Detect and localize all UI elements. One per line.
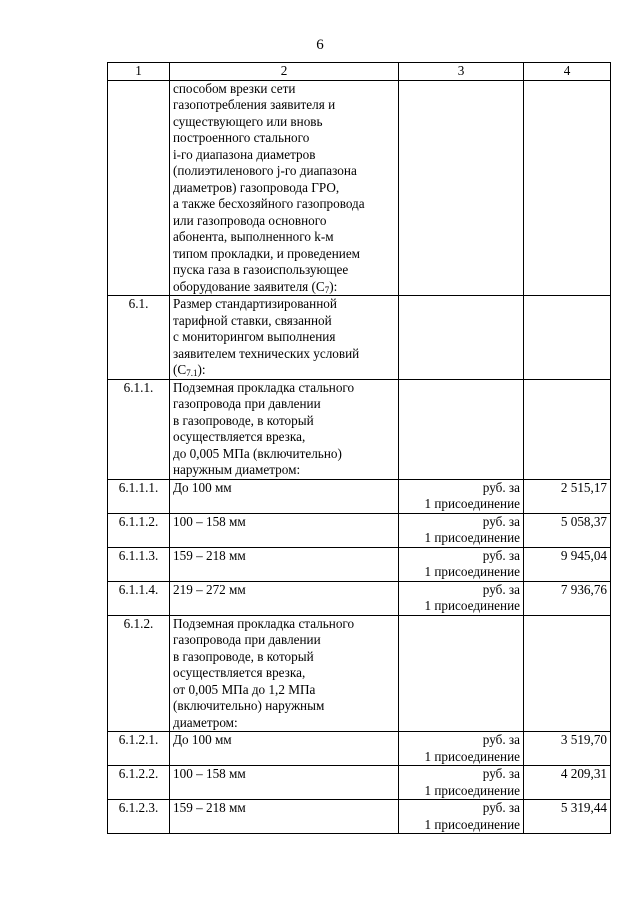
description-line: тарифной ставки, связанной bbox=[173, 312, 332, 328]
row-price bbox=[524, 615, 611, 732]
row-price: 2 515,17 bbox=[524, 479, 611, 513]
table-row bbox=[108, 379, 611, 479]
description-line: осуществляется врезка, bbox=[173, 429, 306, 444]
row-description bbox=[170, 80, 399, 296]
description-line: диаметром: bbox=[173, 714, 238, 730]
description-line: абонента, выполненного k-м bbox=[173, 229, 334, 244]
row-description bbox=[170, 479, 399, 513]
description-line: существующего или вновь bbox=[173, 113, 323, 129]
row-price bbox=[524, 296, 611, 380]
description-line: (включительно) наружным bbox=[173, 698, 325, 713]
unit-line: 1 присоединение bbox=[424, 782, 520, 798]
row-description bbox=[170, 547, 399, 581]
description-line: построенного стального bbox=[173, 130, 310, 145]
row-number: 6.1.1.3. bbox=[108, 547, 170, 581]
row-description bbox=[170, 800, 399, 834]
row-price: 9 945,04 bbox=[524, 547, 611, 581]
description-line bbox=[173, 279, 395, 296]
description-text: (C bbox=[173, 362, 187, 377]
description-line: До 100 мм bbox=[173, 479, 232, 495]
description-line: газопотребления заявителя и bbox=[173, 97, 336, 112]
description-line: (полиэтиленового j-го диапазона bbox=[173, 163, 357, 178]
row-price: 5 058,37 bbox=[524, 513, 611, 547]
row-unit bbox=[399, 615, 524, 732]
unit-line: 1 присоединение bbox=[424, 816, 520, 832]
row-unit bbox=[399, 766, 524, 800]
column-header: 4 bbox=[524, 63, 611, 81]
row-description bbox=[170, 766, 399, 800]
unit-line: руб. за bbox=[482, 732, 520, 747]
page-number: 6 bbox=[316, 37, 324, 53]
column-header: 2 bbox=[170, 63, 399, 81]
description-line: i-го диапазона диаметров bbox=[173, 146, 316, 162]
description-line bbox=[173, 362, 395, 379]
description-line: в газопроводе, в который bbox=[173, 648, 314, 664]
row-price: 4 209,31 bbox=[524, 766, 611, 800]
description-line: пуска газа в газоиспользующее bbox=[173, 262, 349, 277]
unit-line: руб. за bbox=[482, 581, 520, 597]
row-unit bbox=[399, 547, 524, 581]
column-header: 3 bbox=[399, 63, 524, 81]
row-unit bbox=[399, 479, 524, 513]
unit-line: 1 присоединение bbox=[424, 564, 520, 579]
row-description bbox=[170, 513, 399, 547]
description-line: а также бесхозяйного газопровода bbox=[173, 196, 365, 211]
description-line: в газопроводе, в который bbox=[173, 412, 314, 428]
row-description bbox=[170, 581, 399, 615]
unit-line: 1 присоединение bbox=[424, 598, 520, 613]
description-line: Подземная прокладка стального bbox=[173, 615, 355, 631]
description-line: типом прокладки, и проведением bbox=[173, 245, 361, 261]
rate-subscript: 7.1 bbox=[186, 368, 198, 378]
row-number: 6.1.2.2. bbox=[108, 766, 170, 800]
description-tail: ): bbox=[197, 362, 206, 377]
unit-line: руб. за bbox=[482, 513, 520, 529]
table-row bbox=[108, 547, 611, 581]
unit-line: руб. за bbox=[482, 800, 520, 815]
description-text: оборудование заявителя (C bbox=[173, 278, 325, 294]
column-header: 1 bbox=[108, 63, 170, 81]
description-line: Размер стандартизированной bbox=[173, 296, 337, 311]
row-number: 6.1.1.1. bbox=[108, 479, 170, 513]
row-description bbox=[170, 379, 399, 479]
description-line: 219 – 272 мм bbox=[173, 581, 246, 597]
description-line: от 0,005 МПа до 1,2 МПа bbox=[173, 681, 316, 697]
description-line: газопровода при давлении bbox=[173, 632, 321, 647]
description-tail: ): bbox=[329, 278, 338, 294]
row-number bbox=[108, 80, 170, 296]
description-line: до 0,005 МПа (включительно) bbox=[173, 445, 342, 461]
table-row bbox=[108, 766, 611, 800]
description-line: с мониторингом выполнения bbox=[173, 329, 336, 344]
row-description bbox=[170, 732, 399, 766]
row-number: 6.1.1.4. bbox=[108, 581, 170, 615]
rate-subscript: 7 bbox=[324, 284, 330, 295]
description-line: осуществляется врезка, bbox=[173, 665, 306, 680]
description-line: 159 – 218 мм bbox=[173, 800, 246, 815]
row-number: 6.1.2.3. bbox=[108, 800, 170, 834]
description-line: или газопровода основного bbox=[173, 212, 327, 228]
table-row bbox=[108, 513, 611, 547]
row-description bbox=[170, 296, 399, 380]
row-number: 6.1.2.1. bbox=[108, 732, 170, 766]
table-row bbox=[108, 732, 611, 766]
description-line: наружным диаметром: bbox=[173, 462, 301, 477]
row-unit bbox=[399, 80, 524, 296]
description-line: 159 – 218 мм bbox=[173, 547, 246, 563]
row-unit bbox=[399, 379, 524, 479]
unit-line: руб. за bbox=[482, 547, 520, 563]
row-price bbox=[524, 80, 611, 296]
row-description bbox=[170, 615, 399, 732]
row-number: 6.1.1. bbox=[108, 379, 170, 479]
tariff-table-body bbox=[108, 63, 611, 834]
table-row bbox=[108, 296, 611, 380]
table-row bbox=[108, 581, 611, 615]
row-number: 6.1.1.2. bbox=[108, 513, 170, 547]
row-price bbox=[524, 379, 611, 479]
unit-line: руб. за bbox=[482, 479, 520, 495]
row-unit bbox=[399, 296, 524, 380]
unit-line: 1 присоединение bbox=[424, 748, 520, 764]
description-line: Подземная прокладка стального bbox=[173, 379, 355, 395]
table-row bbox=[108, 80, 611, 296]
row-unit bbox=[399, 800, 524, 834]
description-line: 100 – 158 мм bbox=[173, 513, 246, 529]
table-row bbox=[108, 800, 611, 834]
unit-line: руб. за bbox=[482, 766, 520, 781]
unit-line: 1 присоединение bbox=[424, 530, 520, 545]
row-number: 6.1.2. bbox=[108, 615, 170, 732]
unit-line: 1 присоединение bbox=[424, 496, 520, 511]
row-unit bbox=[399, 513, 524, 547]
row-unit bbox=[399, 581, 524, 615]
tariff-table bbox=[107, 62, 611, 834]
description-line: способом врезки сети bbox=[173, 80, 296, 96]
description-line: заявителем технических условий bbox=[173, 345, 360, 361]
row-number: 6.1. bbox=[108, 296, 170, 380]
row-unit bbox=[399, 732, 524, 766]
table-row bbox=[108, 615, 611, 732]
table-header-row bbox=[108, 63, 611, 81]
description-line: До 100 мм bbox=[173, 732, 232, 747]
table-row bbox=[108, 479, 611, 513]
row-price: 7 936,76 bbox=[524, 581, 611, 615]
description-line: газопровода при давлении bbox=[173, 396, 321, 411]
row-price: 3 519,70 bbox=[524, 732, 611, 766]
description-line: диаметров) газопровода ГРО, bbox=[173, 179, 340, 195]
description-line: 100 – 158 мм bbox=[173, 766, 246, 781]
row-price: 5 319,44 bbox=[524, 800, 611, 834]
